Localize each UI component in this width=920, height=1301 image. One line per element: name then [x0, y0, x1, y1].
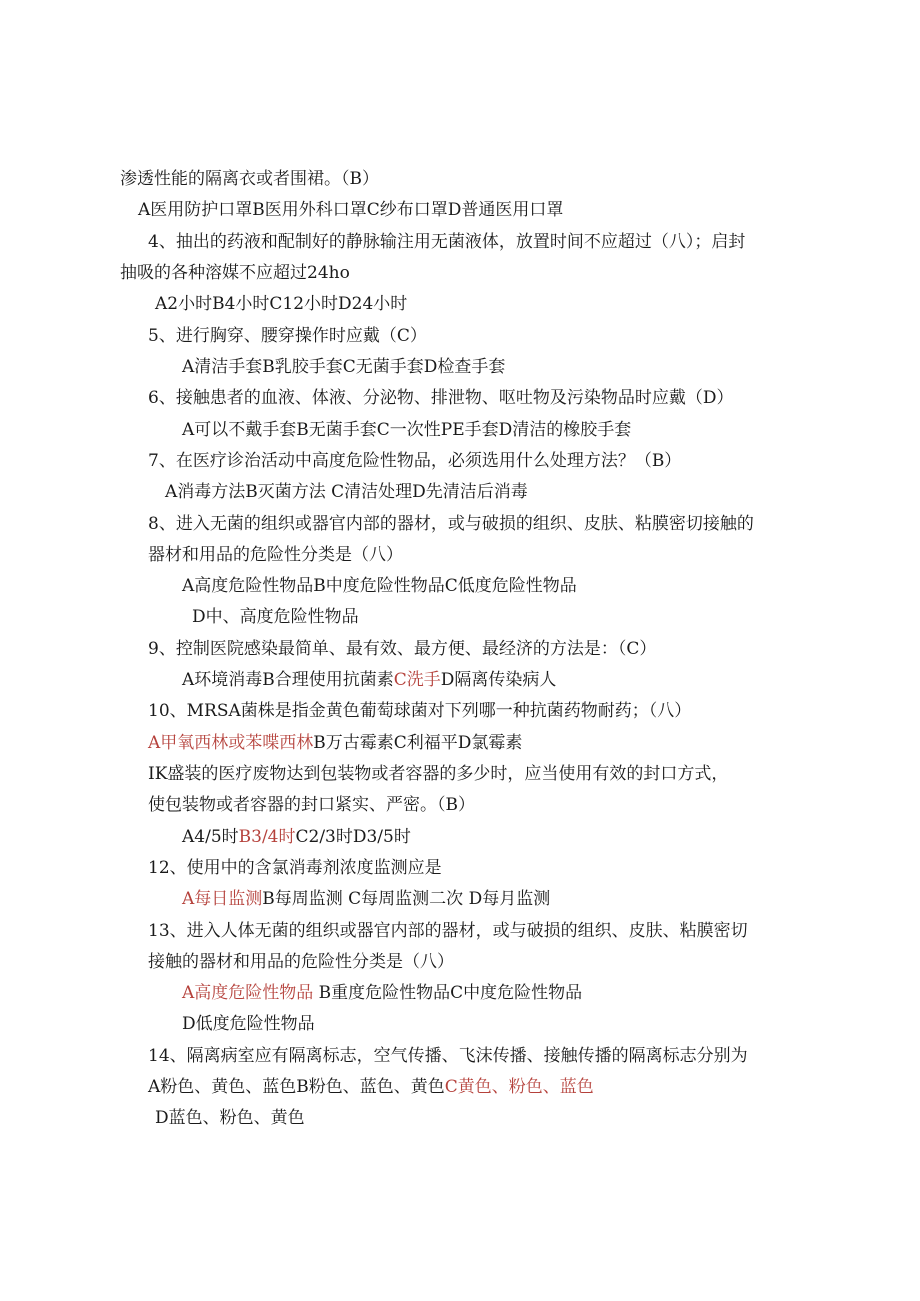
- text-line: [148, 231, 745, 253]
- text-segment: 10、MRSA菌株是指金黄色葡萄球菌对下列哪一种抗菌药物耐药；（八）: [148, 701, 692, 721]
- highlighted-answer: A每日监测: [182, 889, 263, 909]
- text-line: [148, 951, 454, 973]
- text-segment: C2/3时D3/5时: [295, 827, 411, 847]
- highlighted-answer: C洗手: [393, 670, 441, 690]
- text-segment: 抽吸的各种溶媒不应超过24hο: [120, 263, 350, 283]
- text-line: [148, 700, 691, 722]
- text-line: [148, 920, 748, 942]
- text-line: [182, 982, 582, 1004]
- text-segment: A医用防护口罩B医用外科口罩C纱布口罩D普通医用口罩: [138, 200, 564, 220]
- highlighted-answer: A高度危险性物品: [182, 983, 314, 1003]
- text-segment: 6、接触患者的血液、体液、分泌物、排泄物、呕吐物及污染物品时应戴（D）: [148, 388, 734, 408]
- text-line: [120, 262, 350, 284]
- text-line: [148, 794, 475, 816]
- text-segment: D隔离传染病人: [440, 670, 557, 690]
- text-segment: A可以不戴手套B无菌手套C一次性PE手套D清洁的橡胶手套: [182, 420, 632, 440]
- text-segment: 使包装物或者容器的封口紧实、严密。（B）: [148, 795, 475, 815]
- text-segment: D蓝色、粉色、黄色: [155, 1108, 305, 1128]
- text-line: [182, 826, 411, 848]
- text-segment: A4/5时: [182, 827, 239, 847]
- text-line: [155, 1107, 305, 1129]
- text-segment: 5、进行胸穿、腰穿操作时应戴（C）: [148, 326, 427, 346]
- text-line: [182, 669, 556, 691]
- text-segment: A消毒方法B灭菌方法 C清洁处理D先清洁后消毒: [165, 482, 528, 502]
- text-segment: 12、使用中的含氯消毒剂浓度监测应是: [148, 858, 442, 878]
- text-segment: A粉色、黄色、蓝色B粉色、蓝色、黄色: [148, 1077, 445, 1097]
- highlighted-answer: C黄色、粉色、蓝色: [444, 1077, 594, 1097]
- text-line: [148, 1076, 594, 1098]
- text-segment: A高度危险性物品B中度危险性物品C低度危险性物品: [182, 576, 577, 596]
- text-line: [182, 356, 505, 378]
- text-line: [182, 575, 577, 597]
- text-line: [148, 732, 522, 754]
- text-line: [182, 888, 550, 910]
- text-line: [120, 168, 379, 190]
- text-segment: IK盛装的医疗废物达到包装物或者容器的多少时，应当使用有效的封口方式，: [148, 764, 729, 784]
- text-line: [182, 419, 631, 441]
- highlighted-answer: A甲氧西林或苯喋西林: [148, 733, 314, 753]
- text-line: [148, 450, 681, 472]
- text-segment: 器材和用品的危险性分类是（八）: [148, 545, 403, 565]
- text-line: [192, 606, 359, 628]
- text-segment: D低度危险性物品: [182, 1014, 315, 1034]
- text-segment: D中、高度危险性物品: [192, 607, 359, 627]
- text-segment: 接触的器材和用品的危险性分类是（八）: [148, 952, 454, 972]
- text-line: [148, 325, 427, 347]
- text-line: [138, 199, 563, 221]
- text-line: [155, 293, 407, 315]
- text-line: [148, 638, 656, 660]
- text-segment: 8、进入无菌的组织或器官内部的器材，或与破损的组织、皮肤、粘膜密切接触的: [148, 514, 754, 534]
- highlighted-answer: B3/4时: [238, 827, 296, 847]
- text-segment: B万古霉素C利福平D氯霉素: [313, 733, 523, 753]
- text-segment: 13、进入人体无菌的组织或器官内部的器材，或与破损的组织、皮肤、粘膜密切: [148, 921, 748, 941]
- text-segment: A2小时B4小时C12小时D24小时: [155, 294, 408, 314]
- text-line: [165, 481, 528, 503]
- text-line: [148, 857, 442, 879]
- text-segment: 渗透性能的隔离衣或者围裙。（B）: [120, 169, 379, 189]
- text-segment: B每周监测 C每周监测二次 D每月监测: [262, 889, 551, 909]
- text-segment: 4、抽出的药液和配制好的静脉输注用无菌液体，放置时间不应超过（八）；启封: [148, 232, 746, 252]
- text-line: [148, 763, 728, 785]
- text-segment: B重度危险性物品C中度危险性物品: [313, 983, 583, 1003]
- text-segment: 14、隔离病室应有隔离标志，空气传播、飞沫传播、接触传播的隔离标志分别为: [148, 1046, 748, 1066]
- text-line: [148, 1045, 748, 1067]
- text-line: [148, 544, 403, 566]
- text-segment: A环境消毒B合理使用抗菌素: [182, 670, 394, 690]
- text-line: [148, 387, 733, 409]
- text-line: [148, 513, 754, 535]
- text-segment: 7、在医疗诊治活动中高度危险性物品，必须选用什么处理方法？（B）: [148, 451, 682, 471]
- text-segment: A清洁手套B乳胶手套C无菌手套D检查手套: [182, 357, 506, 377]
- text-line: [182, 1013, 315, 1035]
- text-segment: 9、控制医院感染最简单、最有效、最方便、最经济的方法是：（C）: [148, 639, 657, 659]
